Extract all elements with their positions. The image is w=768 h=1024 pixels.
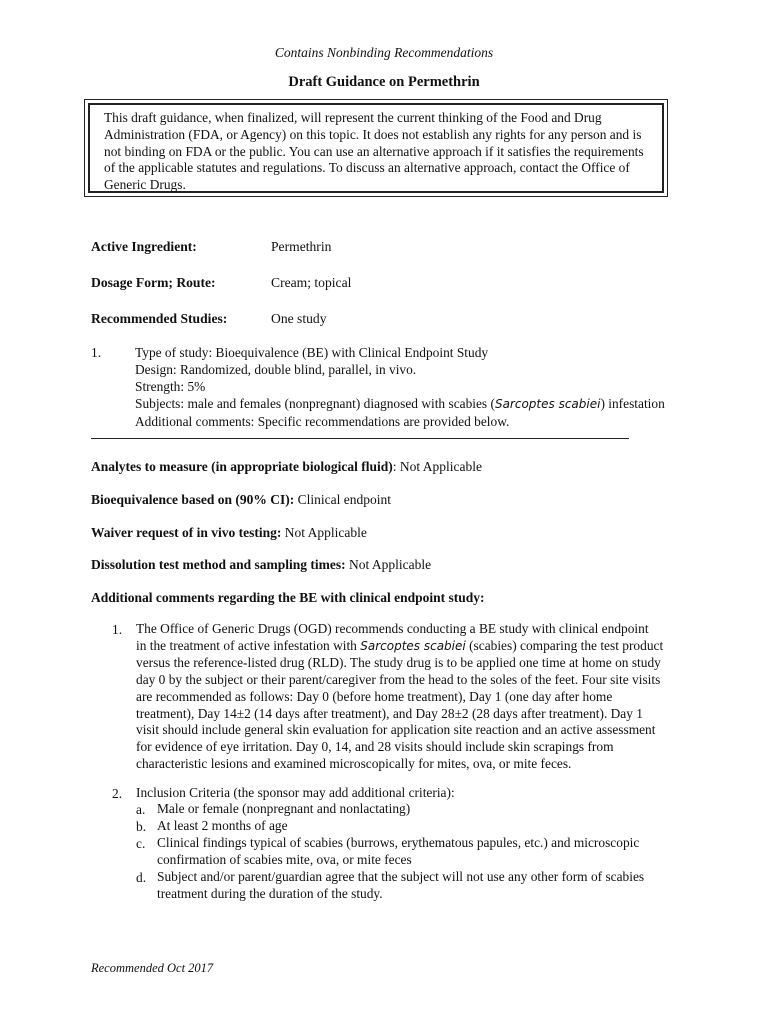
study-strength: Strength: 5%: [135, 379, 206, 394]
additional-comments-heading: Additional comments regarding the BE with clinical endpoint study:: [91, 590, 485, 605]
footer-date: Recommended Oct 2017: [91, 961, 214, 975]
study-comments: Additional comments: Specific recommendations are provided below.: [135, 414, 510, 429]
analytes-label: Analytes to measure (in appropriate biological fluid): [91, 459, 393, 474]
criterion-b-letter: b.: [136, 819, 147, 834]
notice-box: [84, 99, 668, 197]
dissolution-value: Not Applicable: [345, 557, 432, 572]
item-1-line-1: The Office of Generic Drugs (OGD) recommends conducting a BE study with clinical endpoint: [136, 621, 649, 636]
study-subjects: Subjects: male and females (nonpregnant) diagnosed with scabies (Sarcoptes scabiei) infestation: [135, 396, 665, 411]
bioequivalence-label: Bioequivalence based on (90% CI):: [91, 492, 295, 507]
notice-text: This draft guidance, when finalized, will represent the current thinking of the Food and Drug Administration (FDA, or Agency) on this topic. It does not establish any rights for any person and is not binding on FDA or the public. You can use an alternative approach if it satisfies the requirements of the applicable statutes and regulations. To discuss an alternative approach, contact the Office of Generic Drugs.: [104, 110, 644, 193]
item-1-number: 1.: [112, 622, 123, 637]
dissolution-line: [91, 556, 691, 573]
criterion-c-text: Clinical findings typical of scabies (burrows, erythematous papules, etc.) and microscopic confirmation of scabies mite, ova, or mite feces: [157, 835, 640, 867]
dissolution-label: Dissolution test method and sampling times:: [91, 557, 346, 572]
bioequivalence-line: [91, 491, 691, 508]
running-head: Contains Nonbinding Recommendations: [274, 45, 494, 60]
criterion-d-letter: d.: [136, 870, 147, 885]
dosage-form-label: Dosage Form; Route:: [91, 275, 216, 290]
recommended-studies-value: One study: [271, 311, 327, 326]
bioequivalence-value: Clinical endpoint: [294, 492, 392, 507]
study-number: 1.: [91, 345, 102, 360]
species-name: Sarcoptes scabiei: [494, 397, 601, 411]
notice-box-inner-border: [88, 103, 664, 193]
species-name: Sarcoptes scabiei: [360, 638, 466, 653]
analytes-line: [91, 458, 691, 475]
study-design: Design: Randomized, double blind, parallel, in vivo.: [135, 362, 417, 377]
page-title: Draft Guidance on Permethrin: [288, 74, 480, 90]
active-ingredient-value: Permethrin: [271, 239, 332, 254]
criterion-c-letter: c.: [136, 836, 146, 851]
study-block: [135, 344, 675, 430]
section-divider: [91, 438, 629, 439]
recommended-studies-label: Recommended Studies:: [91, 311, 228, 326]
criterion-a-text: Male or female (nonpregnant and nonlactating): [157, 801, 411, 816]
active-ingredient-label: Active Ingredient:: [91, 239, 197, 254]
item-1-text: [136, 621, 666, 773]
item-1-rest: versus the reference-listed drug (RLD). The study drug is to be applied one time at home on study day 0 by the subject or their parent/caregiver from the head to the soles of the feet. Four site visits are recommended as follows: Day 0 (before home treatment), Day 1 (one day after home treatment), Day 14±2 (14 days after treatment), and Day 28±2 (28 days after treatment). Day 1 visit should include general skin evaluation for application site reaction and an active assessment for evidence of eye irritation. Day 0, 14, and 28 visits should include skin scrapings from characteristic lesions and examined microscopically for mites, ova, or mite feces.: [136, 654, 661, 772]
item-1-line-2: in the treatment of active infestation with Sarcoptes scabiei (scabies) comparing the test product: [136, 637, 664, 653]
analytes-value: : Not Applicable: [392, 459, 482, 474]
item-2-intro: Inclusion Criteria (the sponsor may add additional criteria):: [136, 785, 455, 800]
criterion-b-text: At least 2 months of age: [157, 818, 288, 833]
criterion-d-text: Subject and/or parent/guardian agree that the subject will not use any other form of scabies treatment during the duration of the study.: [157, 869, 645, 901]
waiver-label: Waiver request of in vivo testing:: [91, 525, 282, 540]
waiver-line: [91, 524, 691, 541]
study-type: Type of study: Bioequivalence (BE) with Clinical Endpoint Study: [135, 345, 489, 360]
waiver-value: Not Applicable: [281, 525, 367, 540]
dosage-form-value: Cream; topical: [271, 275, 352, 290]
criterion-a-letter: a.: [136, 802, 146, 817]
item-2-number: 2.: [112, 786, 123, 801]
